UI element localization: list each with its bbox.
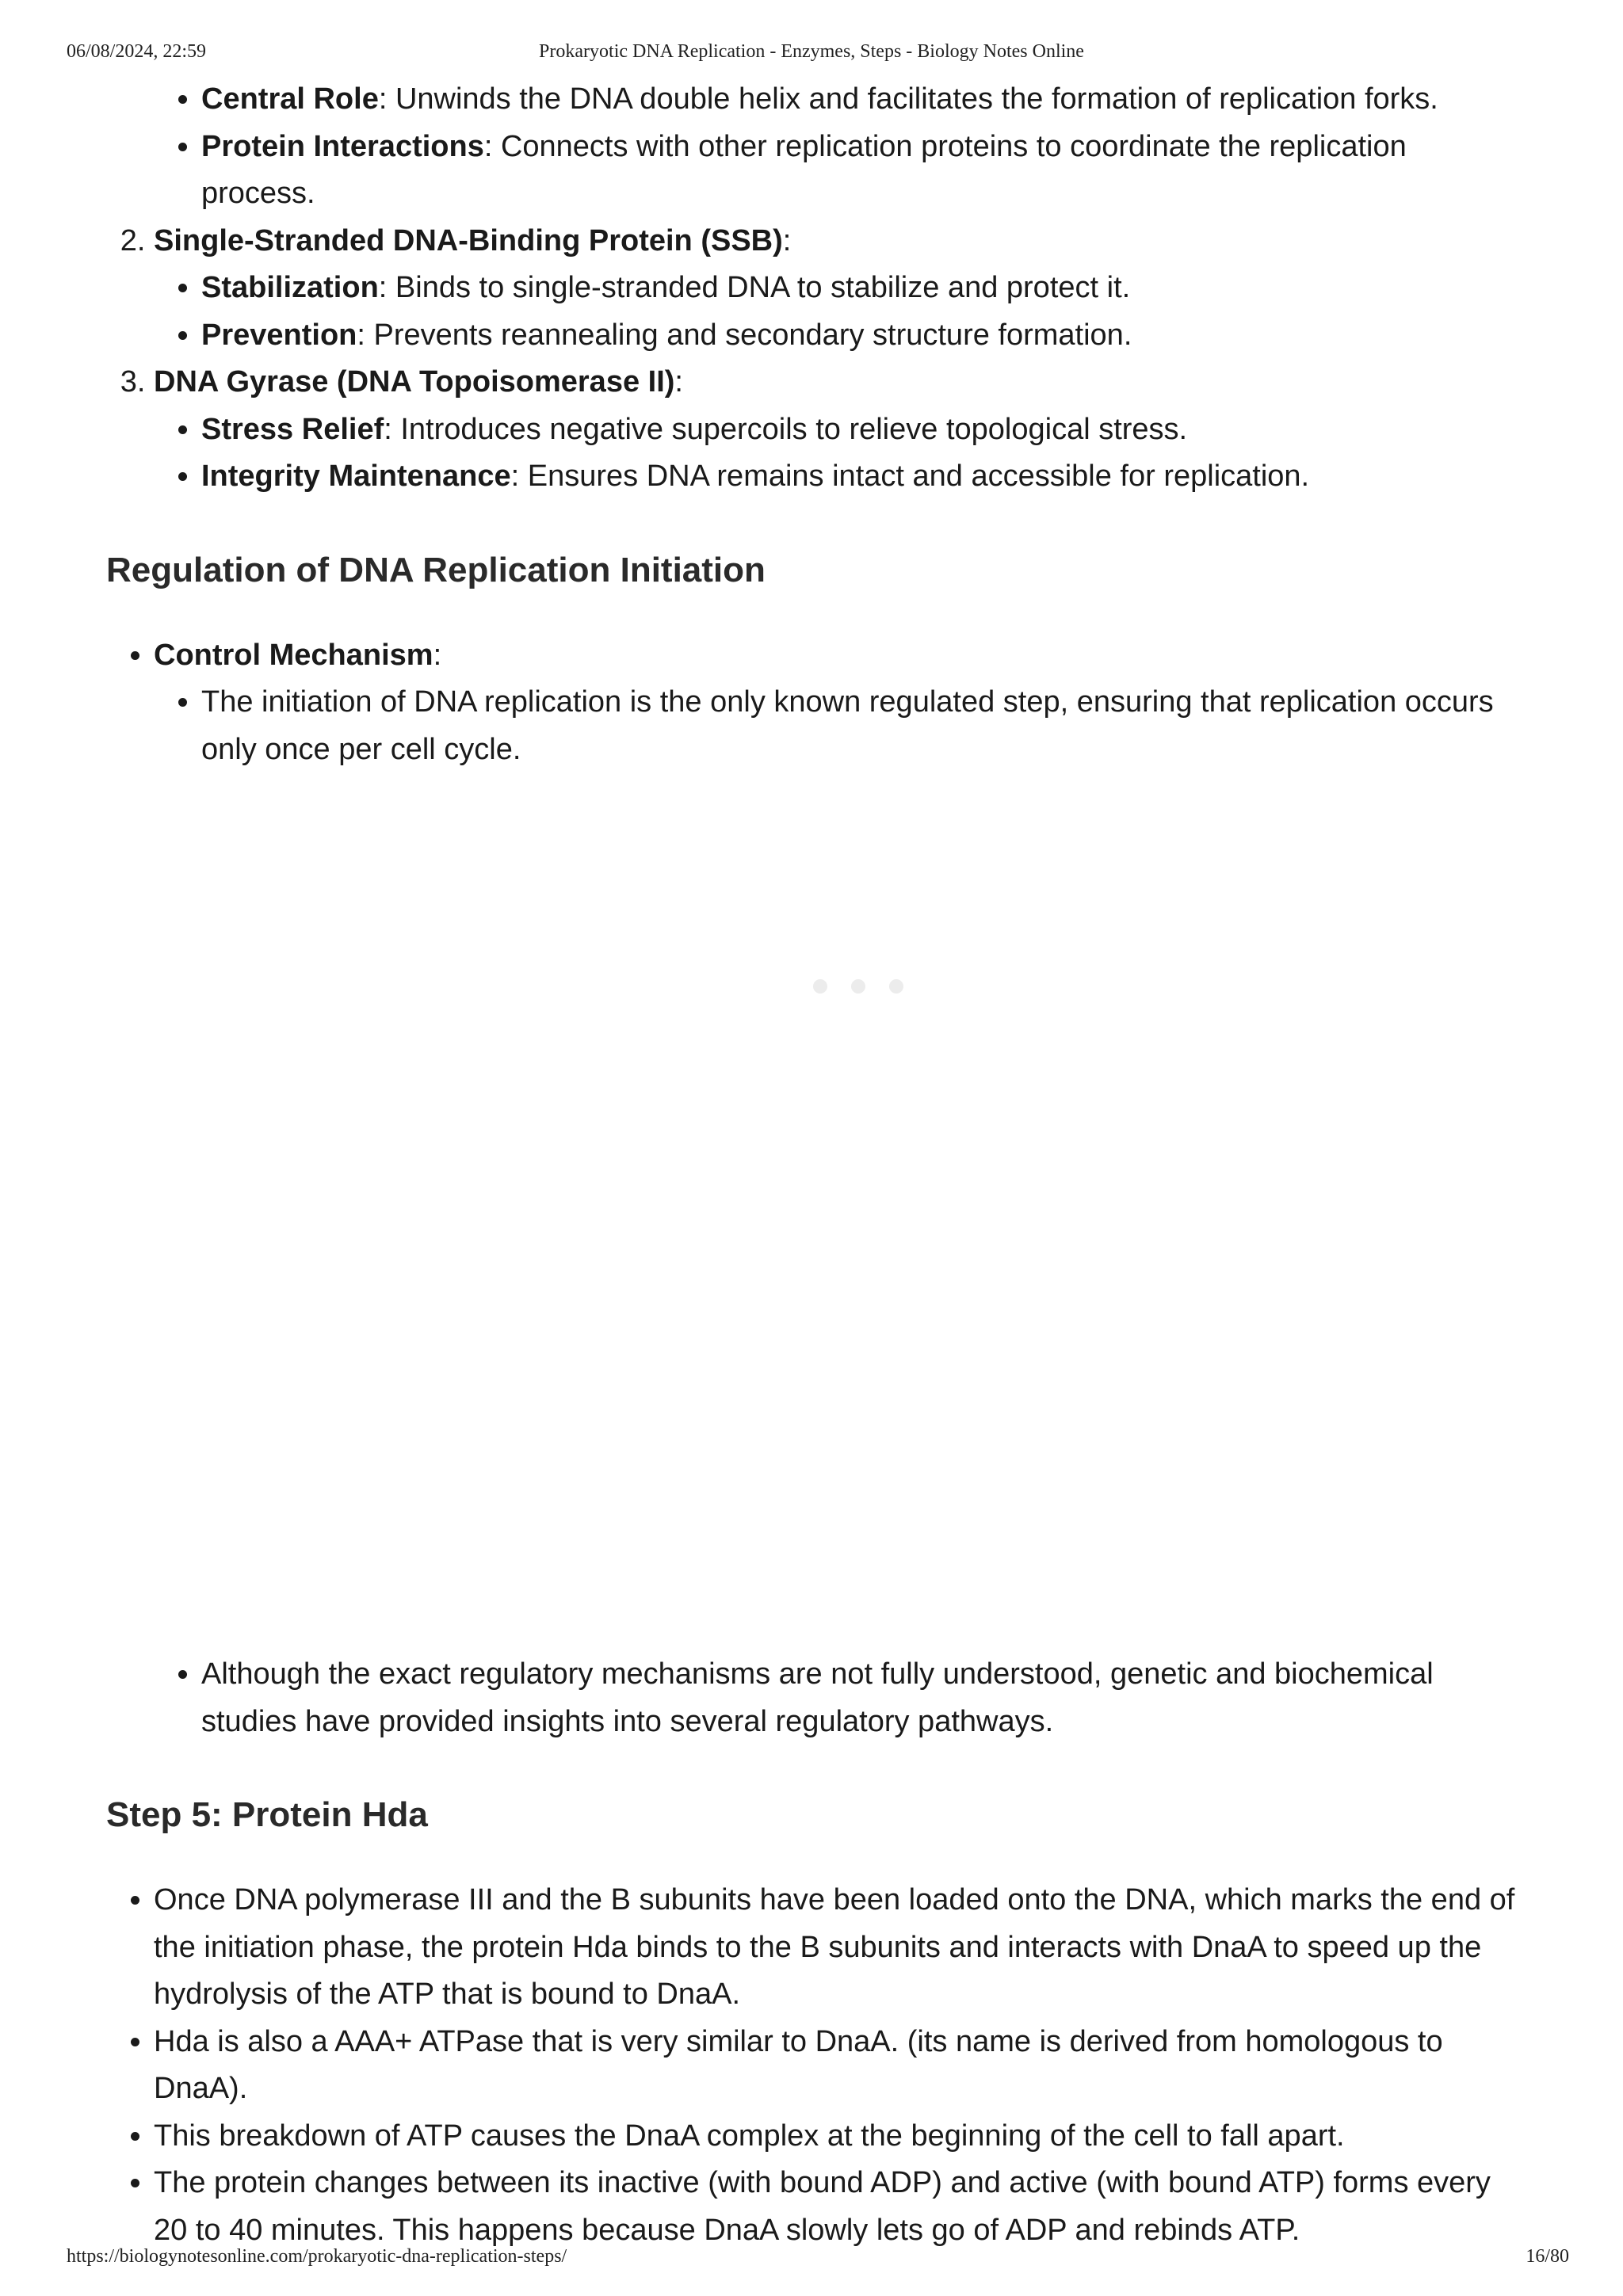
list-item: • Stress Relief: Introduces negative supercoils to relieve topological stress. xyxy=(201,406,1525,454)
list-item: • Stabilization: Binds to single-stranded DNA to stabilize and protect it. xyxy=(201,265,1525,312)
list-item: • Although the exact regulatory mechanisms are not fully understood, genetic and biochemical studies have provided insights into several regulatory pathways. xyxy=(201,1651,1525,1745)
step5-heading: Step 5: Protein Hda xyxy=(106,1795,428,1834)
list-item: • Control Mechanism: • The initiation of DNA replication is the only known regulated step, ensuring that replication occurs only once per cell cycle. xyxy=(154,632,1525,774)
article-content xyxy=(106,76,1525,2254)
helicase-points xyxy=(106,76,1525,218)
list-item: • Protein Interactions: Connects with other replication proteins to coordinate the replication process. xyxy=(201,124,1525,218)
list-item: • Hda is also a AAA+ ATPase that is very similar to DnaA. (its name is derived from homologous to DnaA). xyxy=(154,2019,1525,2113)
loading-dots-icon xyxy=(813,979,908,995)
list-item: • The protein changes between its inactive (with bound ADP) and active (with bound ATP) forms every 20 to 40 minutes. This happens because DnaA slowly lets go of ADP and rebinds ATP. xyxy=(154,2160,1525,2254)
print-url: https://biologynotesonline.com/prokaryotic-dna-replication-steps/ xyxy=(67,2246,567,2267)
list-item: • Once DNA polymerase III and the B subunits have been loaded onto the DNA, which marks the end of the initiation phase, the protein Hda binds to the B subunits and interacts with DnaA to speed up the hydrolysis of the ATP that is bound to DnaA. xyxy=(154,1877,1525,2019)
list-item: 3. DNA Gyrase (DNA Topoisomerase II): • Stress Relief: Introduces negative supercoils to relieve topological stress. • Integrity Maintenance: Ensures DNA remains intact and accessible for replication. xyxy=(154,359,1525,501)
replication-proteins-list xyxy=(106,218,1525,501)
list-item: • This breakdown of ATP causes the DnaA complex at the beginning of the cell to fall apart. xyxy=(154,2113,1525,2161)
step5-list xyxy=(106,1877,1525,2254)
list-item: • Central Role: Unwinds the DNA double helix and facilitates the formation of replication forks. xyxy=(201,76,1525,124)
list-item: • The initiation of DNA replication is the only known regulated step, ensuring that replication occurs only once per cell cycle. xyxy=(201,679,1525,773)
list-item: 2. Single-Stranded DNA-Binding Protein (SSB): • Stabilization: Binds to single-stranded DNA to stabilize and protect it. • Prevention: Prevents reannealing and secondary structure formation. xyxy=(154,218,1525,360)
list-item: • Integrity Maintenance: Ensures DNA remains intact and accessible for replication. xyxy=(201,453,1525,501)
list-item: • Prevention: Prevents reannealing and secondary structure formation. xyxy=(201,312,1525,360)
regulation-heading: Regulation of DNA Replication Initiation xyxy=(106,550,766,589)
regulation-list xyxy=(106,632,1525,774)
print-page-title: Prokaryotic DNA Replication - Enzymes, Steps - Biology Notes Online xyxy=(539,41,1084,62)
ad-placeholder xyxy=(106,773,1525,1651)
page-number: 16/80 xyxy=(1526,2246,1569,2267)
print-datetime: 06/08/2024, 22:59 xyxy=(67,41,207,62)
